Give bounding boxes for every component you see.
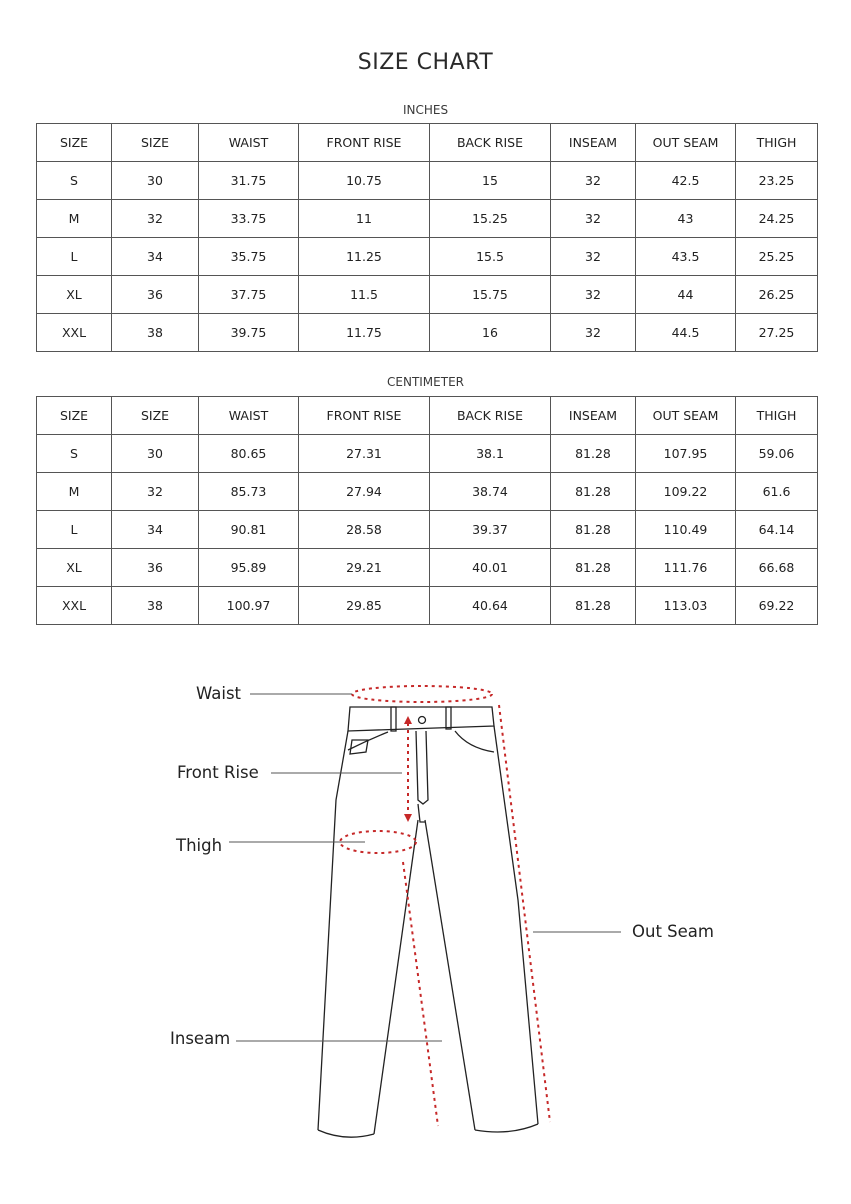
- out-seam-measure-line: [499, 705, 550, 1122]
- column-header: SIZE: [37, 397, 112, 435]
- table-cell: XL: [37, 276, 112, 314]
- table-cell: 27.31: [299, 435, 430, 473]
- table-row: [37, 238, 818, 276]
- table-cell: 107.95: [636, 435, 736, 473]
- table-cell: 66.68: [736, 549, 818, 587]
- table-cell: 37.75: [199, 276, 299, 314]
- table-cell: 29.21: [299, 549, 430, 587]
- column-header: SIZE: [112, 124, 199, 162]
- table-cell: M: [37, 473, 112, 511]
- table-cell: L: [37, 511, 112, 549]
- table-cell: 35.75: [199, 238, 299, 276]
- table-cell: 43.5: [636, 238, 736, 276]
- table-cell: 15: [430, 162, 551, 200]
- table-cell: 90.81: [199, 511, 299, 549]
- table-cell: 24.25: [736, 200, 818, 238]
- table-cell: 40.64: [430, 587, 551, 625]
- table-cell: 42.5: [636, 162, 736, 200]
- table-cell: 80.65: [199, 435, 299, 473]
- table-cell: 33.75: [199, 200, 299, 238]
- table-cell: 85.73: [199, 473, 299, 511]
- column-header: THIGH: [736, 124, 818, 162]
- column-header: THIGH: [736, 397, 818, 435]
- table-cell: 11.5: [299, 276, 430, 314]
- leader-lines: [229, 694, 621, 1041]
- table-cell: 32: [551, 314, 636, 352]
- column-header: BACK RISE: [430, 124, 551, 162]
- column-header: INSEAM: [551, 397, 636, 435]
- waist-measure-line: [352, 686, 492, 702]
- table-cell: 25.25: [736, 238, 818, 276]
- table-row: [37, 162, 818, 200]
- table-cell: 64.14: [736, 511, 818, 549]
- table-cell: 109.22: [636, 473, 736, 511]
- table-cell: 110.49: [636, 511, 736, 549]
- table-cell: 111.76: [636, 549, 736, 587]
- table-cell: 32: [551, 162, 636, 200]
- column-header: OUT SEAM: [636, 124, 736, 162]
- table-cell: 95.89: [199, 549, 299, 587]
- page-title: SIZE CHART: [357, 50, 494, 75]
- table-cell: 38.74: [430, 473, 551, 511]
- table-cell: 30: [112, 435, 199, 473]
- table-cell: 44.5: [636, 314, 736, 352]
- table-row: [37, 200, 818, 238]
- table-cell: 31.75: [199, 162, 299, 200]
- column-header: FRONT RISE: [299, 397, 430, 435]
- table-cell: 10.75: [299, 162, 430, 200]
- table-cell: 15.75: [430, 276, 551, 314]
- table-cell: 16: [430, 314, 551, 352]
- table-cell: 32: [112, 473, 199, 511]
- table-cell: S: [37, 435, 112, 473]
- front-rise-label: Front Rise: [177, 763, 259, 782]
- table-row: [37, 276, 818, 314]
- table-header-row: [37, 124, 818, 162]
- table-cell: 34: [112, 238, 199, 276]
- table-cell: 11.75: [299, 314, 430, 352]
- centimeter-caption: CENTIMETER: [387, 375, 464, 389]
- column-header: SIZE: [37, 124, 112, 162]
- table-cell: 26.25: [736, 276, 818, 314]
- arrow-up-icon: [404, 716, 412, 724]
- inseam-measure-line: [403, 862, 438, 1126]
- column-header: OUT SEAM: [636, 397, 736, 435]
- table-row: [37, 511, 818, 549]
- table-cell: 29.85: [299, 587, 430, 625]
- table-cell: XXL: [37, 314, 112, 352]
- table-cell: 36: [112, 276, 199, 314]
- jeans-outline: [318, 707, 538, 1137]
- column-header: WAIST: [199, 124, 299, 162]
- table-cell: 81.28: [551, 549, 636, 587]
- table-cell: 59.06: [736, 435, 818, 473]
- table-cell: 15.25: [430, 200, 551, 238]
- table-cell: 69.22: [736, 587, 818, 625]
- jeans-illustration: [0, 640, 851, 1200]
- table-cell: 40.01: [430, 549, 551, 587]
- table-cell: 81.28: [551, 473, 636, 511]
- table-header-row: [37, 397, 818, 435]
- thigh-label: Thigh: [176, 836, 223, 855]
- table-row: [37, 549, 818, 587]
- table-cell: 81.28: [551, 435, 636, 473]
- column-header: WAIST: [199, 397, 299, 435]
- table-cell: 28.58: [299, 511, 430, 549]
- table-cell: 43: [636, 200, 736, 238]
- inseam-label: Inseam: [170, 1029, 231, 1048]
- table-cell: 100.97: [199, 587, 299, 625]
- table-cell: XXL: [37, 587, 112, 625]
- table-cell: M: [37, 200, 112, 238]
- table-cell: 32: [551, 276, 636, 314]
- table-cell: 11: [299, 200, 430, 238]
- table-cell: 61.6: [736, 473, 818, 511]
- table-cell: 11.25: [299, 238, 430, 276]
- table-cell: 32: [551, 200, 636, 238]
- table-cell: 38: [112, 314, 199, 352]
- table-cell: 32: [112, 200, 199, 238]
- table-cell: L: [37, 238, 112, 276]
- column-header: SIZE: [112, 397, 199, 435]
- inches-table: [36, 123, 818, 352]
- table-cell: 34: [112, 511, 199, 549]
- centimeter-table: [36, 396, 818, 625]
- table-cell: 38: [112, 587, 199, 625]
- waist-label: Waist: [196, 684, 242, 703]
- table-cell: XL: [37, 549, 112, 587]
- table-cell: 23.25: [736, 162, 818, 200]
- inches-caption: INCHES: [402, 103, 449, 117]
- table-row: [37, 473, 818, 511]
- table-cell: 39.75: [199, 314, 299, 352]
- column-header: FRONT RISE: [299, 124, 430, 162]
- table-cell: 81.28: [551, 511, 636, 549]
- table-row: [37, 587, 818, 625]
- table-cell: 36: [112, 549, 199, 587]
- table-cell: 15.5: [430, 238, 551, 276]
- table-row: [37, 435, 818, 473]
- table-cell: 44: [636, 276, 736, 314]
- table-cell: 113.03: [636, 587, 736, 625]
- table-cell: 32: [551, 238, 636, 276]
- table-cell: 81.28: [551, 587, 636, 625]
- table-cell: 39.37: [430, 511, 551, 549]
- table-cell: 30: [112, 162, 199, 200]
- table-cell: 27.94: [299, 473, 430, 511]
- column-header: INSEAM: [551, 124, 636, 162]
- column-header: BACK RISE: [430, 397, 551, 435]
- out-seam-label: Out Seam: [632, 922, 714, 941]
- table-row: [37, 314, 818, 352]
- table-cell: 38.1: [430, 435, 551, 473]
- measurement-diagram: [0, 640, 851, 1200]
- table-cell: 27.25: [736, 314, 818, 352]
- table-cell: S: [37, 162, 112, 200]
- arrow-down-icon: [404, 814, 412, 822]
